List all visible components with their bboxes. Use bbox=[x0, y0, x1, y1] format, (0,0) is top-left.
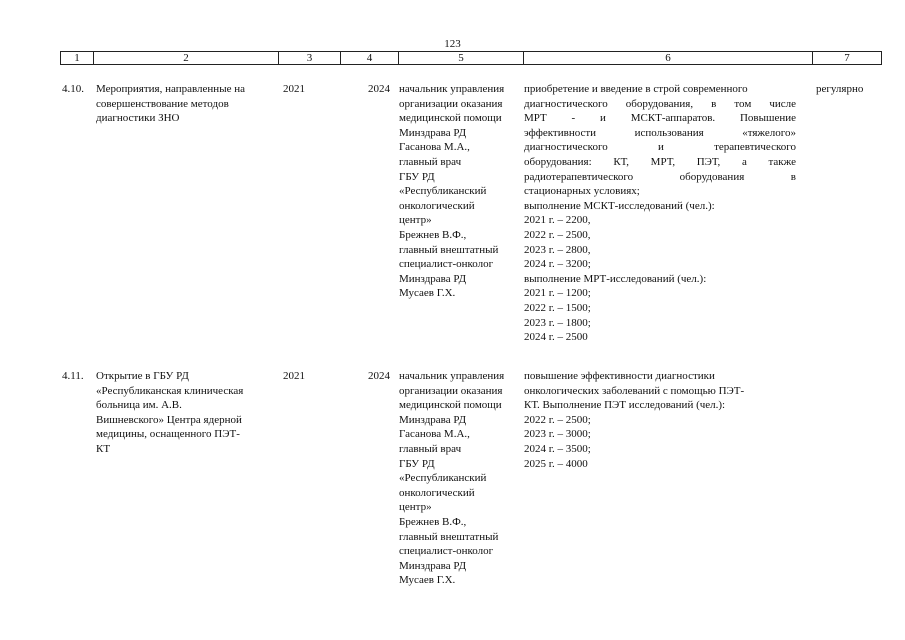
row-number: 4.10. bbox=[62, 83, 84, 95]
end-year: 2024 bbox=[368, 83, 390, 95]
result-line: выполнение МСКТ-исследований (чел.): bbox=[524, 199, 715, 212]
responsible-line: Брежнев В.Ф., bbox=[399, 228, 467, 241]
result-line: 2022 г. – 1500; bbox=[524, 301, 591, 314]
result-line: онкологических заболеваний с помощью ПЭТ- bbox=[524, 384, 745, 397]
measure-name-line: Мероприятия, направленные на bbox=[96, 83, 245, 95]
responsible-line: центр» bbox=[399, 501, 432, 514]
result-line: 2022 г. – 2500; bbox=[524, 413, 591, 426]
execution-period: регулярно bbox=[816, 83, 864, 95]
measure-name-line: КТ bbox=[96, 442, 111, 455]
measure-name-line: совершенствование методов bbox=[96, 97, 229, 110]
result-line: 2023 г. – 2800, bbox=[524, 243, 591, 256]
responsible-line: Минздрава РД bbox=[399, 559, 467, 572]
responsible-line: Минздрава РД bbox=[399, 272, 467, 285]
result-line: оборудования: КТ, МРТ, ПЭТ, а также bbox=[524, 155, 796, 168]
responsible-line: онкологический bbox=[399, 486, 475, 499]
measure-name bbox=[96, 369, 276, 457]
column-header-4: 4 bbox=[341, 52, 399, 64]
result-line: КТ. Выполнение ПЭТ исследований (чел.): bbox=[524, 399, 726, 412]
measure-name-line: «Республиканская клиническая bbox=[96, 384, 244, 397]
result-line: стационарных условиях; bbox=[524, 185, 640, 198]
measure-name-line: больница им. А.В. bbox=[96, 399, 182, 412]
result-line: повышение эффективности диагностики bbox=[524, 370, 715, 382]
result-line: диагностического оборудования, в том числе bbox=[524, 97, 796, 110]
result-line: МРТ - и МСКТ-аппаратов. Повышение bbox=[524, 112, 796, 125]
expected-results bbox=[524, 82, 796, 345]
result-line: 2021 г. – 2200, bbox=[524, 214, 591, 227]
result-line: 2021 г. – 1200; bbox=[524, 287, 591, 300]
responsible-line: медицинской помощи bbox=[399, 399, 502, 412]
responsible-line: специалист-онколог bbox=[399, 545, 494, 558]
responsible-line: главный внештатный bbox=[399, 243, 499, 256]
responsible-line: центр» bbox=[399, 214, 432, 227]
result-line: диагностического и терапевтического bbox=[524, 141, 796, 154]
page-number: 123 bbox=[444, 38, 461, 50]
result-line: 2023 г. – 3000; bbox=[524, 428, 591, 441]
end-year: 2024 bbox=[368, 370, 390, 382]
column-header-row bbox=[60, 51, 882, 65]
row-number: 4.11. bbox=[62, 370, 84, 382]
responsible-persons bbox=[399, 369, 523, 588]
responsible-line: главный внештатный bbox=[399, 530, 499, 543]
measure-name-line: диагностики ЗНО bbox=[96, 112, 180, 125]
result-line: 2024 г. – 3200; bbox=[524, 258, 591, 271]
responsible-line: «Республиканский bbox=[399, 472, 487, 485]
measure-name-line: медицины, оснащенного ПЭТ- bbox=[96, 428, 240, 441]
responsible-line: онкологический bbox=[399, 199, 475, 212]
responsible-line: начальник управления bbox=[399, 370, 505, 382]
column-header-1: 1 bbox=[61, 52, 94, 64]
responsible-line: ГБУ РД bbox=[399, 170, 435, 183]
result-line: 2023 г. – 1800; bbox=[524, 316, 591, 329]
result-line: приобретение и введение в строй современного bbox=[524, 83, 748, 95]
responsible-line: специалист-онколог bbox=[399, 258, 494, 271]
responsible-line: Мусаев Г.Х. bbox=[399, 287, 456, 300]
result-line: 2022 г. – 2500, bbox=[524, 228, 591, 241]
column-header-2: 2 bbox=[94, 52, 279, 64]
column-header-6: 6 bbox=[524, 52, 813, 64]
responsible-line: «Республиканский bbox=[399, 185, 487, 198]
responsible-line: начальник управления bbox=[399, 83, 505, 95]
responsible-line: медицинской помощи bbox=[399, 112, 502, 125]
responsible-line: главный врач bbox=[399, 442, 462, 455]
measure-name-line: Открытие в ГБУ РД bbox=[96, 370, 189, 382]
responsible-line: организации оказания bbox=[399, 97, 503, 110]
responsible-line: Мусаев Г.Х. bbox=[399, 574, 456, 587]
expected-results bbox=[524, 369, 796, 471]
responsible-line: главный врач bbox=[399, 155, 462, 168]
responsible-line: Минздрава РД bbox=[399, 413, 467, 426]
measure-name bbox=[96, 82, 276, 126]
responsible-persons bbox=[399, 82, 523, 301]
responsible-line: Минздрава РД bbox=[399, 126, 467, 139]
column-header-7: 7 bbox=[844, 52, 850, 64]
result-line: выполнение МРТ-исследований (чел.): bbox=[524, 272, 707, 285]
column-header-5: 5 bbox=[399, 52, 524, 64]
result-line: эффективности использования «тяжелого» bbox=[524, 126, 796, 139]
start-year: 2021 bbox=[283, 370, 305, 382]
measure-name-line: Вишневского» Центра ядерной bbox=[96, 413, 242, 426]
result-line: радиотерапевтического оборудования в bbox=[524, 170, 796, 183]
start-year: 2021 bbox=[283, 83, 305, 95]
responsible-line: организации оказания bbox=[399, 384, 503, 397]
result-line: 2024 г. – 3500; bbox=[524, 442, 591, 455]
responsible-line: ГБУ РД bbox=[399, 457, 435, 470]
result-line: 2024 г. – 2500 bbox=[524, 331, 588, 344]
column-header-3: 3 bbox=[279, 52, 341, 64]
responsible-line: Гасанова М.А., bbox=[399, 141, 470, 154]
result-line: 2025 г. – 4000 bbox=[524, 457, 588, 470]
responsible-line: Брежнев В.Ф., bbox=[399, 515, 467, 528]
responsible-line: Гасанова М.А., bbox=[399, 428, 470, 441]
